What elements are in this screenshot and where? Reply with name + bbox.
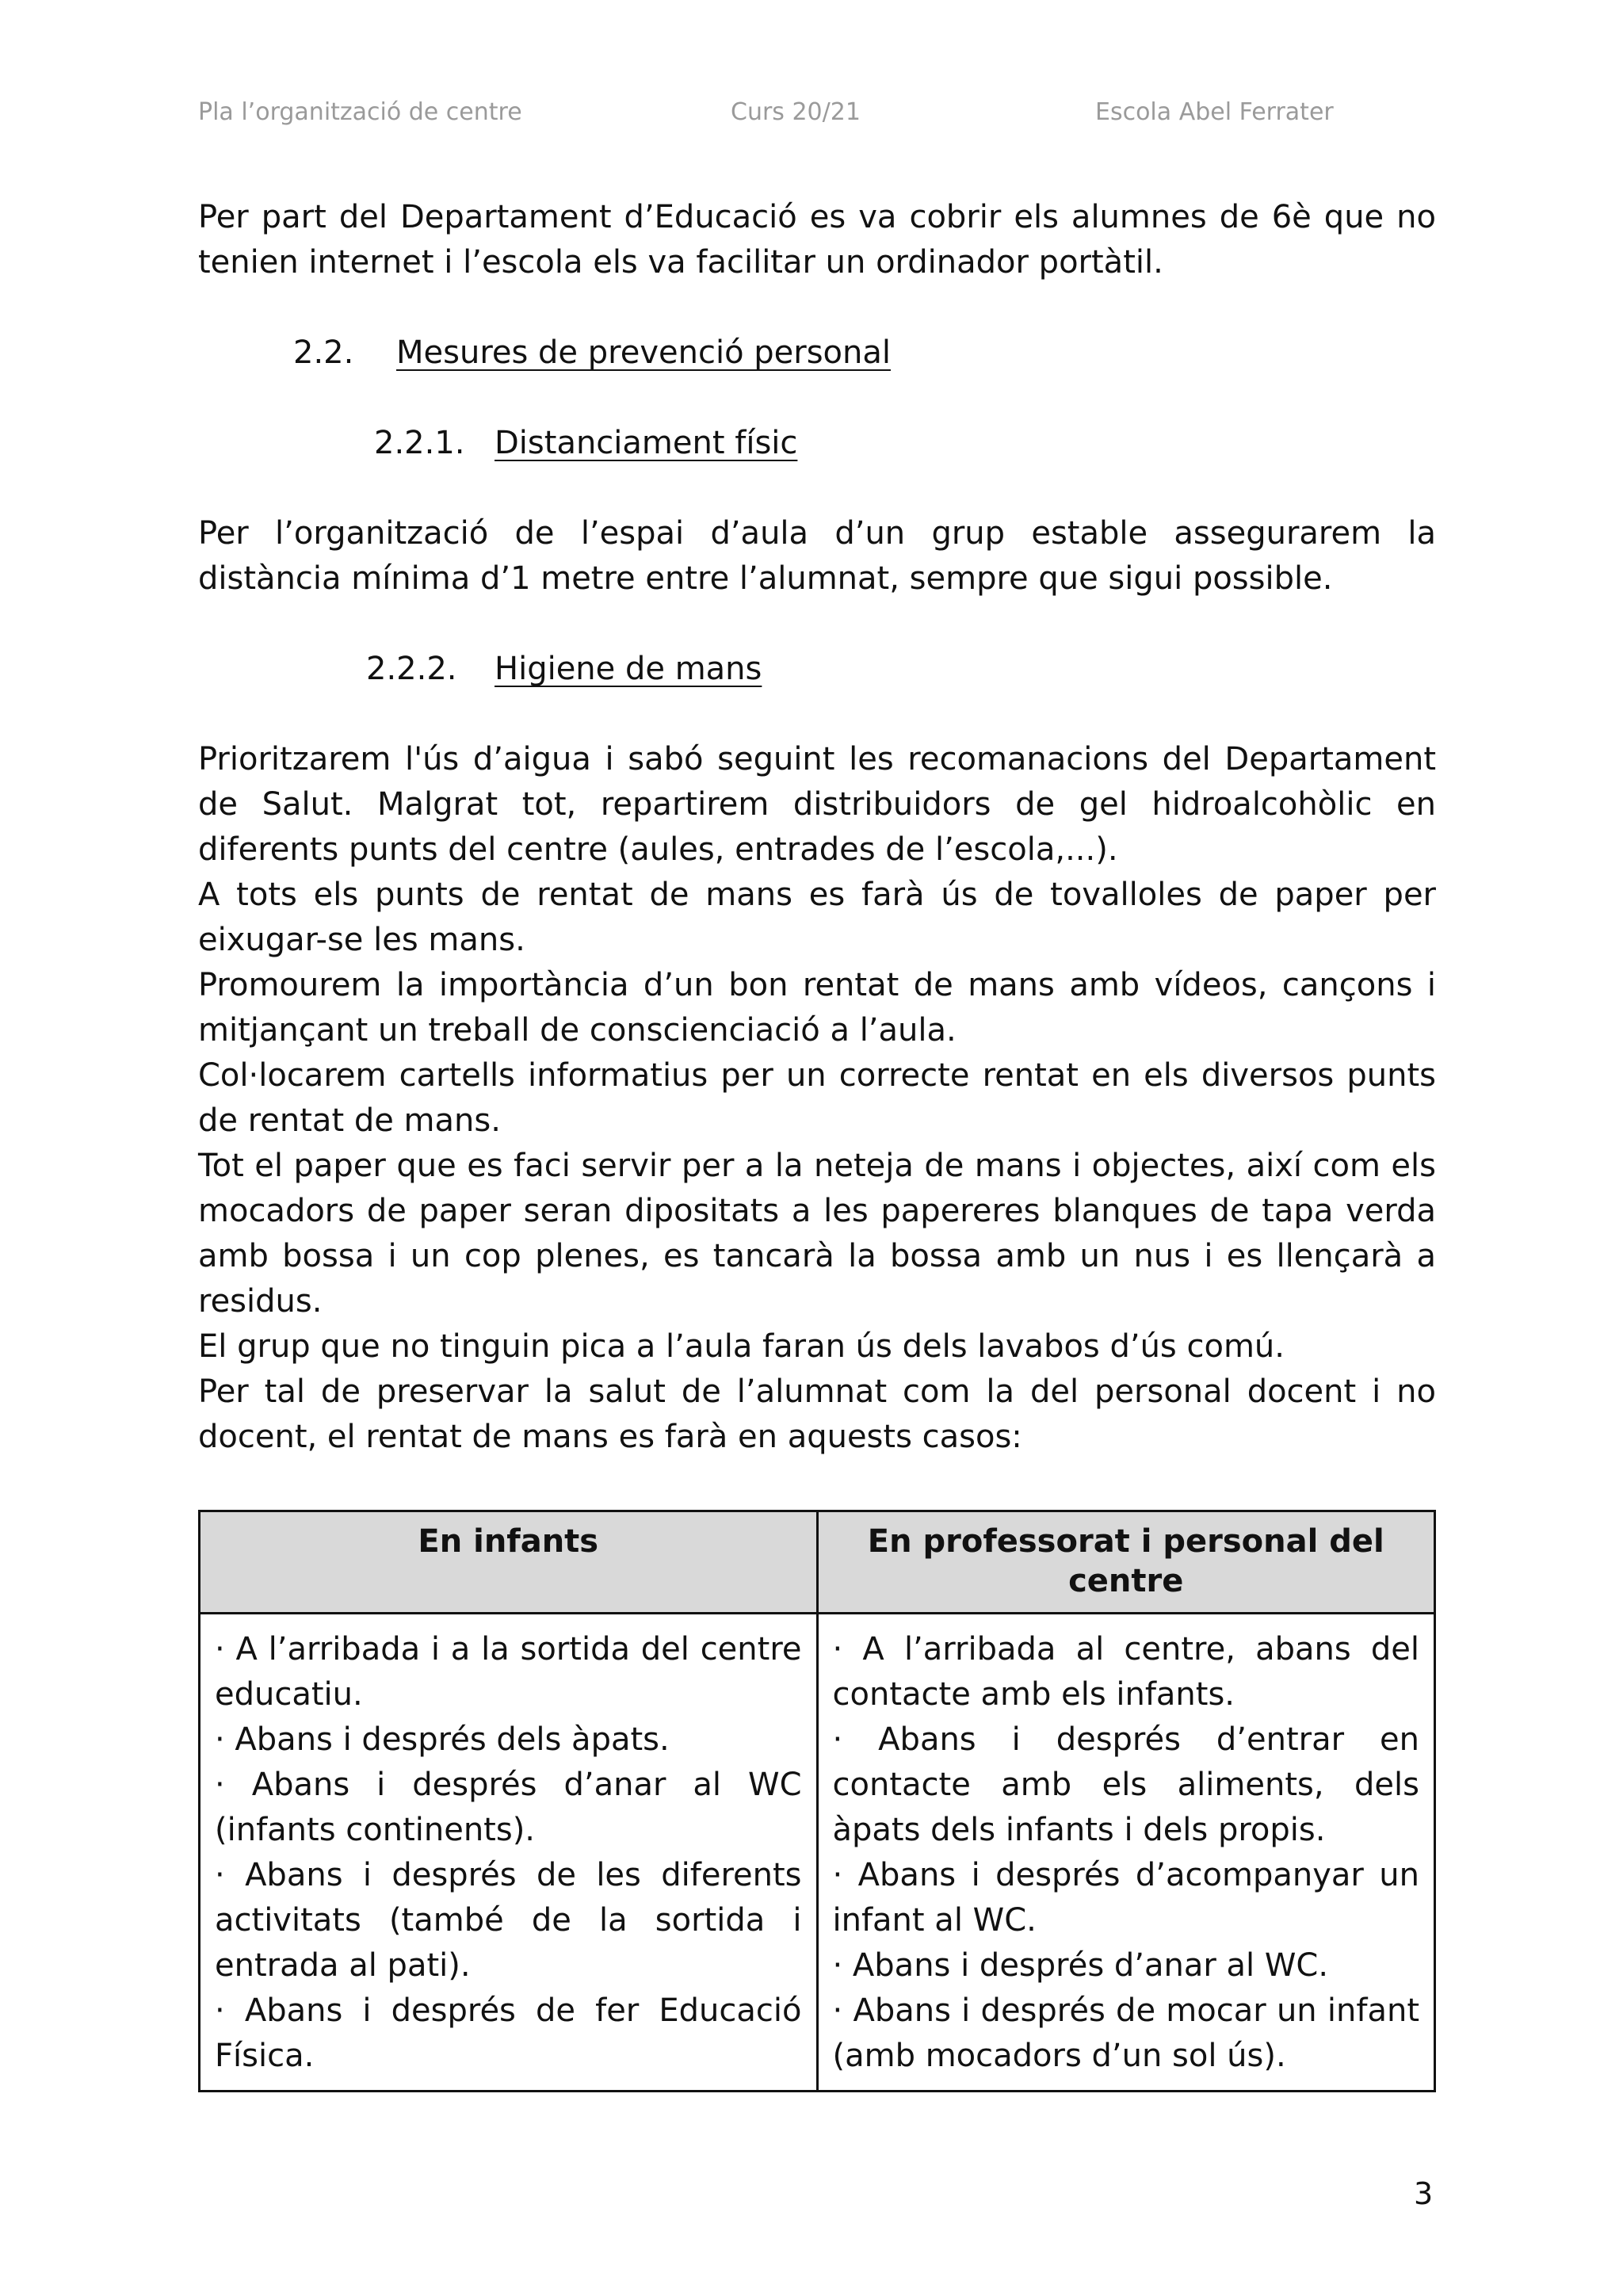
hygiene-paragraph: Col·locarem cartells informatius per un correcte rentat en els diversos punts de rentat de mans. xyxy=(198,1057,1436,1139)
section-number: 2.2. xyxy=(293,334,354,371)
list-item: · A l’arribada al centre, abans del contacte amb els infants. xyxy=(832,1631,1419,1713)
document-body xyxy=(198,195,1436,1460)
table-header-staff: En professorat i personal del centre xyxy=(817,1511,1435,1614)
header-school-name: Escola Abel Ferrater xyxy=(1095,98,1334,126)
hygiene-text xyxy=(198,737,1436,1460)
section-number: 2.2.2. xyxy=(366,651,457,687)
list-item: · Abans i després d’anar al WC. xyxy=(832,1947,1329,1984)
header-document-title: Pla l’organització de centre xyxy=(198,98,522,126)
list-item: · Abans i després de les diferents activitats (també de la sortida i entrada al pati). xyxy=(215,1857,802,1984)
hygiene-paragraph: El grup que no tinguin pica a l’aula faran ús dels lavabos d’ús comú. xyxy=(198,1328,1285,1365)
infants-cell xyxy=(200,1614,818,2092)
staff-cell xyxy=(817,1614,1435,2092)
section-heading-2-2-1 xyxy=(198,421,1436,466)
list-item: · Abans i després de fer Educació Física. xyxy=(215,1992,802,2074)
section-title: Higiene de mans xyxy=(495,651,762,687)
table-row xyxy=(200,1614,1435,2092)
list-item: · Abans i després d’entrar en contacte amb els aliments, dels àpats dels infants i dels propis. xyxy=(832,1721,1419,1848)
distance-paragraph: Per l’organització de l’espai d’aula d’un grup estable assegurarem la distància mínima d’1 metre entre l’alumnat, sempre que sigui possible. xyxy=(198,515,1436,597)
hygiene-paragraph: Tot el paper que es faci servir per a la neteja de mans i objectes, així com els mocadors de paper seran dipositats a les papereres blanques de tapa verda amb bossa i un cop plenes, es tancarà la bossa amb un nus i es llençarà a residus. xyxy=(198,1148,1436,1320)
list-item: · Abans i després d’anar al WC (infants continents). xyxy=(215,1767,802,1848)
header-course: Curs 20/21 xyxy=(731,98,861,126)
hygiene-paragraph: Prioritzarem l'ús d’aigua i sabó seguint les recomanacions del Departament de Salut. Malgrat tot, repartirem distribuidors de gel hidroalcohòlic en diferents punts del centre (aules, entrades de l’escola,...). xyxy=(198,741,1436,868)
page-header xyxy=(198,98,1434,133)
page-number: 3 xyxy=(1414,2176,1434,2211)
table-header-infants: En infants xyxy=(200,1511,818,1614)
section-number: 2.2.1. xyxy=(374,425,465,461)
intro-paragraph: Per part del Departament d’Educació es va cobrir els alumnes de 6è que no tenien internet i l’escola els va facilitar un ordinador portàtil. xyxy=(198,199,1436,281)
section-title: Distanciament físic xyxy=(495,425,798,461)
list-item: · Abans i després de mocar un infant (amb mocadors d’un sol ús). xyxy=(832,1992,1419,2074)
hygiene-paragraph: Promourem la importància d’un bon rentat de mans amb vídeos, cançons i mitjançant un treball de conscienciació a l’aula. xyxy=(198,967,1436,1049)
hygiene-paragraph: A tots els punts de rentat de mans es farà ús de tovalloles de paper per eixugar-se les mans. xyxy=(198,877,1436,958)
list-item: · A l’arribada i a la sortida del centre educatiu. xyxy=(215,1631,802,1713)
section-heading-2-2 xyxy=(198,330,1436,376)
section-heading-2-2-2 xyxy=(198,647,1436,692)
handwashing-table xyxy=(198,1510,1436,2092)
hygiene-paragraph: Per tal de preservar la salut de l’alumnat com la del personal docent i no docent, el rentat de mans es farà en aquests casos: xyxy=(198,1373,1436,1455)
list-item: · Abans i després dels àpats. xyxy=(215,1721,670,1758)
section-title: Mesures de prevenció personal xyxy=(396,334,891,371)
table-header-row xyxy=(200,1511,1435,1614)
list-item: · Abans i després d’acompanyar un infant al WC. xyxy=(832,1857,1419,1939)
